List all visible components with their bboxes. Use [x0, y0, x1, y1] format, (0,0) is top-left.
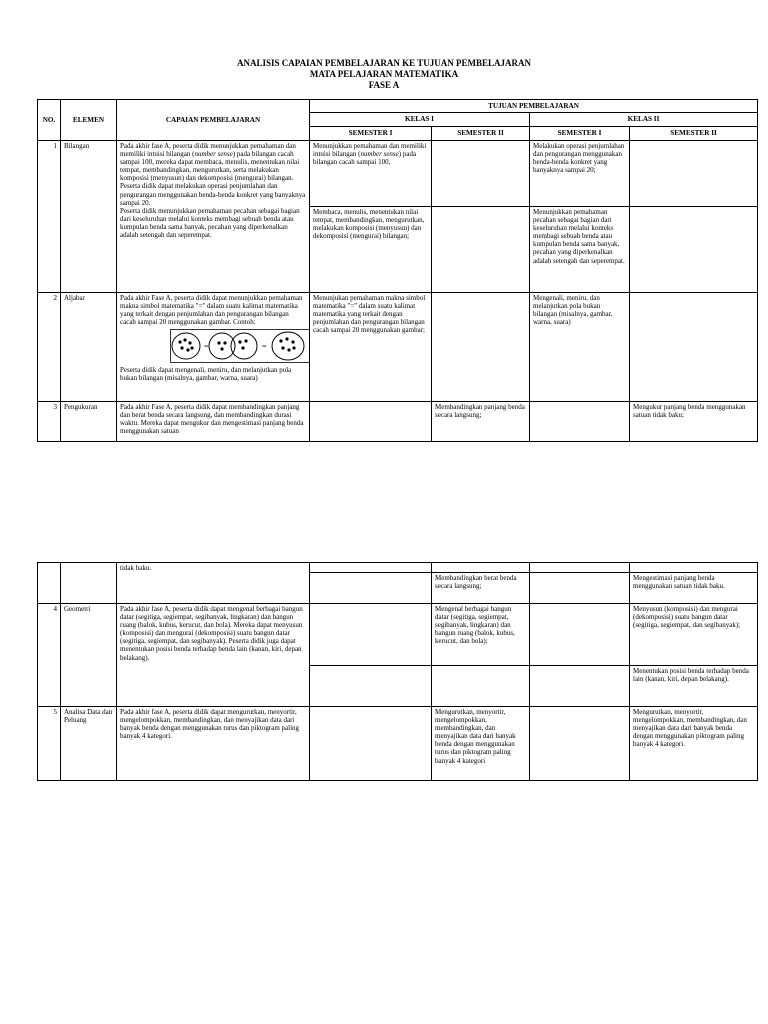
- header-tujuan: TUJUAN PEMBELAJARAN: [310, 100, 758, 113]
- row-capaian: Pada akhir fase A, peserta didik dapat mengenal berbagai bangun datar (segitiga, segiempat, segibanyak, lingkaran) dan bangun ruang (balok, kubus, kerucut, dan bola). Mereka dapat menyusun (komposisi) dan mengurai (dekomposisi) suatu bangun datar (segitiga, segiempat, dan segibanyak). Peserta didik juga dapat menentukan posisi benda terhadap benda lain (kanan, kiri, depan belakang).: [117, 604, 310, 707]
- group-circle: [272, 332, 304, 360]
- header-no: NO.: [38, 100, 61, 141]
- tp-k2-s2: Menentukan posisi benda terhadap benda lain (kanan, kiri, depan belakang).: [630, 666, 758, 707]
- capaian-paragraph: Pada akhir Fase A, peserta didik dapat menunjukkan pemahaman makna simbol matematika "=" dalam suatu kalimat matematika yang terkait dengan penjumlahan dan pengurangan bilangan cacah sampai 20 menggunakan gambar. Contoh:: [120, 294, 303, 327]
- table-row: [38, 604, 758, 666]
- equals-sign-1: =: [204, 342, 209, 352]
- tp-k2-s1: [530, 402, 630, 442]
- header-k2-semester-1: SEMESTER I: [530, 127, 630, 141]
- tp-k1-s2: Membandingkan berat benda secara langsung;: [432, 573, 530, 604]
- header-capaian: CAPAIAN PEMBELAJARAN: [117, 100, 310, 141]
- equals-sign-2: =: [262, 342, 267, 352]
- tp-k1-s2: [432, 293, 530, 402]
- row-elemen: Bilangan: [61, 141, 117, 293]
- row-number: 3: [38, 402, 61, 442]
- tp-k1-s2: [432, 563, 530, 573]
- tp-k1-s2: Mengenal berbagai bangun datar (segitiga, segiempat, segibanyak, lingkaran) dan bangun ruang (balok, kubus, kerucut, dan bola);: [432, 604, 530, 666]
- tp-k2-s1: Menunjukkan pemahaman pecahan sebagai bagian dari keseluruhan melalui konteks membagi sebuah benda atau kumpulan benda sama banyak, pecahan yang diperkenalkan adalah setengah dan seperempat.: [530, 207, 630, 293]
- tp-k1-s1: [310, 707, 432, 781]
- capaian-paragraph: Peserta didik dapat melakukan operasi penjumlahan dan pengurangan menggunakan benda-benda konkret yang banyaknya sampai 20.: [120, 182, 306, 207]
- row-elemen: [61, 563, 117, 604]
- capaian-paragraph: Pada akhir fase A, peserta didik menunjukkan pemahaman dan memiliki intuisi bilangan (number sense) pada bilangan cacah sampai 100, mereka dapat membaca, menulis, menentukan nilai tempat, membandingkan, mengurutkan, serta melakukan komposisi (menyusun) dan dekomposisi (mengurai) bilangan.: [120, 142, 300, 183]
- header-kelas-2: KELAS II: [530, 113, 758, 127]
- row-capaian: tidak baku.: [117, 563, 310, 604]
- tp-k2-s2: [630, 141, 758, 207]
- header-k1-semester-2: SEMESTER II: [432, 127, 530, 141]
- title-line-1: ANALISIS CAPAIAN PEMBELAJARAN KE TUJUAN PEMBELAJARAN: [237, 58, 531, 68]
- row-elemen: Aljabar: [61, 293, 117, 402]
- row-elemen: Geometri: [61, 604, 117, 707]
- tp-k2-s2: [630, 207, 758, 293]
- row-capaian: Pada akhir Fase A, peserta didik dapat membandingkan panjang dan berat benda secara langsung, dan membandingkan durasi waktu. Mereka dapat mengukur dan mengestimasi panjang benda menggunakan satuan: [117, 402, 310, 442]
- tp-k1-s1: Membaca, menulis, menentukan nilai tempat, membandingkan, mengurutkan, melakukan komposisi (menyusun) dan dekomposisi (mengurai) bilangan;: [310, 207, 432, 293]
- tp-k1-s1: [310, 563, 432, 573]
- table-row: [38, 402, 758, 442]
- row-capaian: [117, 141, 310, 293]
- tp-k1-s2: [432, 141, 530, 207]
- row-capaian: [117, 293, 310, 402]
- row-number: 4: [38, 604, 61, 707]
- tp-k2-s2: Mengurutkan, menyortir, mengelompokkan, membandingkan, dan menyajikan data dari banyak benda dengan menggunakan piktogram paling banyak 4 kategori.: [630, 707, 758, 781]
- tp-k2-s1: [530, 573, 630, 604]
- tp-k1-s1: [310, 666, 432, 707]
- header-k2-semester-2: SEMESTER II: [630, 127, 758, 141]
- row-number: [38, 563, 61, 604]
- row-number: 5: [38, 707, 61, 781]
- tp-k2-s1: [530, 563, 630, 573]
- tp-k1-s1: Menunjukkan pemahaman dan memiliki intuisi bilangan (number sense) pada bilangan cacah sampai 100,: [310, 141, 432, 207]
- tp-k2-s1: [530, 707, 630, 781]
- tp-k2-s1: [530, 666, 630, 707]
- analysis-table-page1: [37, 99, 758, 442]
- tp-k1-s1: Menunjukan pemahaman makna simbol matematika "=" dalam suatu kalimat matematika yang terkait dengan penjumlahan dan pengurangan bilangan cacah sampai 20 menggunakan gambar;: [310, 293, 432, 402]
- tp-k1-s2: [432, 666, 530, 707]
- capaian-paragraph: Peserta didik dapat mengenali, meniru, dan melanjutkan pola bukan bilangan (misalnya, gambar, warna, suara): [120, 366, 292, 383]
- group-circle: [172, 333, 200, 359]
- tp-k1-s1: [310, 573, 432, 604]
- tp-k1-s1: [310, 604, 432, 666]
- header-k1-semester-1: SEMESTER I: [310, 127, 432, 141]
- tp-k2-s2: [630, 293, 758, 402]
- table-row: [38, 563, 758, 573]
- tp-k2-s1: [530, 604, 630, 666]
- tp-k1-s1: [310, 402, 432, 442]
- row-elemen: Analisa Data dan Peluang: [61, 707, 117, 781]
- tp-k1-s2: [432, 207, 530, 293]
- table-row: [38, 293, 758, 402]
- tp-k1-s2: Membandingkan panjang benda secara langsung;: [432, 402, 530, 442]
- header-elemen: ELEMEN: [61, 100, 117, 141]
- row-number: 2: [38, 293, 61, 402]
- equality-picture-example: [170, 329, 310, 363]
- title-line-2: MATA PELAJARAN MATEMATIKA: [309, 69, 459, 79]
- row-number: 1: [38, 141, 61, 293]
- tp-k2-s1: Melakukan operasi penjumlahan dan pengurangan menggunakan benda-benda konkret yang banyaknya sampai 20;: [530, 141, 630, 207]
- tp-k2-s1: Mengenali, meniru, dan melanjutkan pola bukan bilangan (misalnya, gambar, warna, suara): [530, 293, 630, 402]
- capaian-paragraph: Peserta didik menunjukkan pemahaman pecahan sebagai bagian dari keseluruhan melalui konteks membagi sebuah benda atau kumpulan benda sama banyak, pecahan yang diperkenalkan adalah setengah dan seperempat.: [120, 206, 300, 240]
- table-row: [38, 707, 758, 781]
- title-line-3: FASE A: [368, 80, 400, 90]
- tp-k2-s2: Mengestimasi panjang benda menggunakan satuan tidak baku.: [630, 573, 758, 604]
- tp-k2-s2: [630, 563, 758, 573]
- row-elemen: Pengukuran: [61, 402, 117, 442]
- tp-k2-s2: Mengukur panjang benda menggunakan satuan tidak baku;: [630, 402, 758, 442]
- header-kelas-1: KELAS I: [310, 113, 530, 127]
- document-title: [0, 58, 768, 91]
- analysis-table-page2: [37, 562, 758, 781]
- tp-k2-s2: Menyusun (komposisi) dan mengurai (dekomposisi) suatu bangun datar (segitiga, segiempat, dan segibanyak);: [630, 604, 758, 666]
- table-row: [38, 141, 758, 207]
- tp-k1-s2: Mengurutkan, menyortir, mengelompokkan, membandingkan, dan menyajikan data dari banyak benda dengan menggunakan turus dan piktogram paling banyak 4 kategori: [432, 707, 530, 781]
- row-capaian: Pada akhir fase A, peserta didik dapat mengurutkan, menyortir, mengelompokkan, membandingkan, dan menyajikan data dari banyak benda dengan menggunakan turus dan piktogram paling banyak 4 kategori.: [117, 707, 310, 781]
